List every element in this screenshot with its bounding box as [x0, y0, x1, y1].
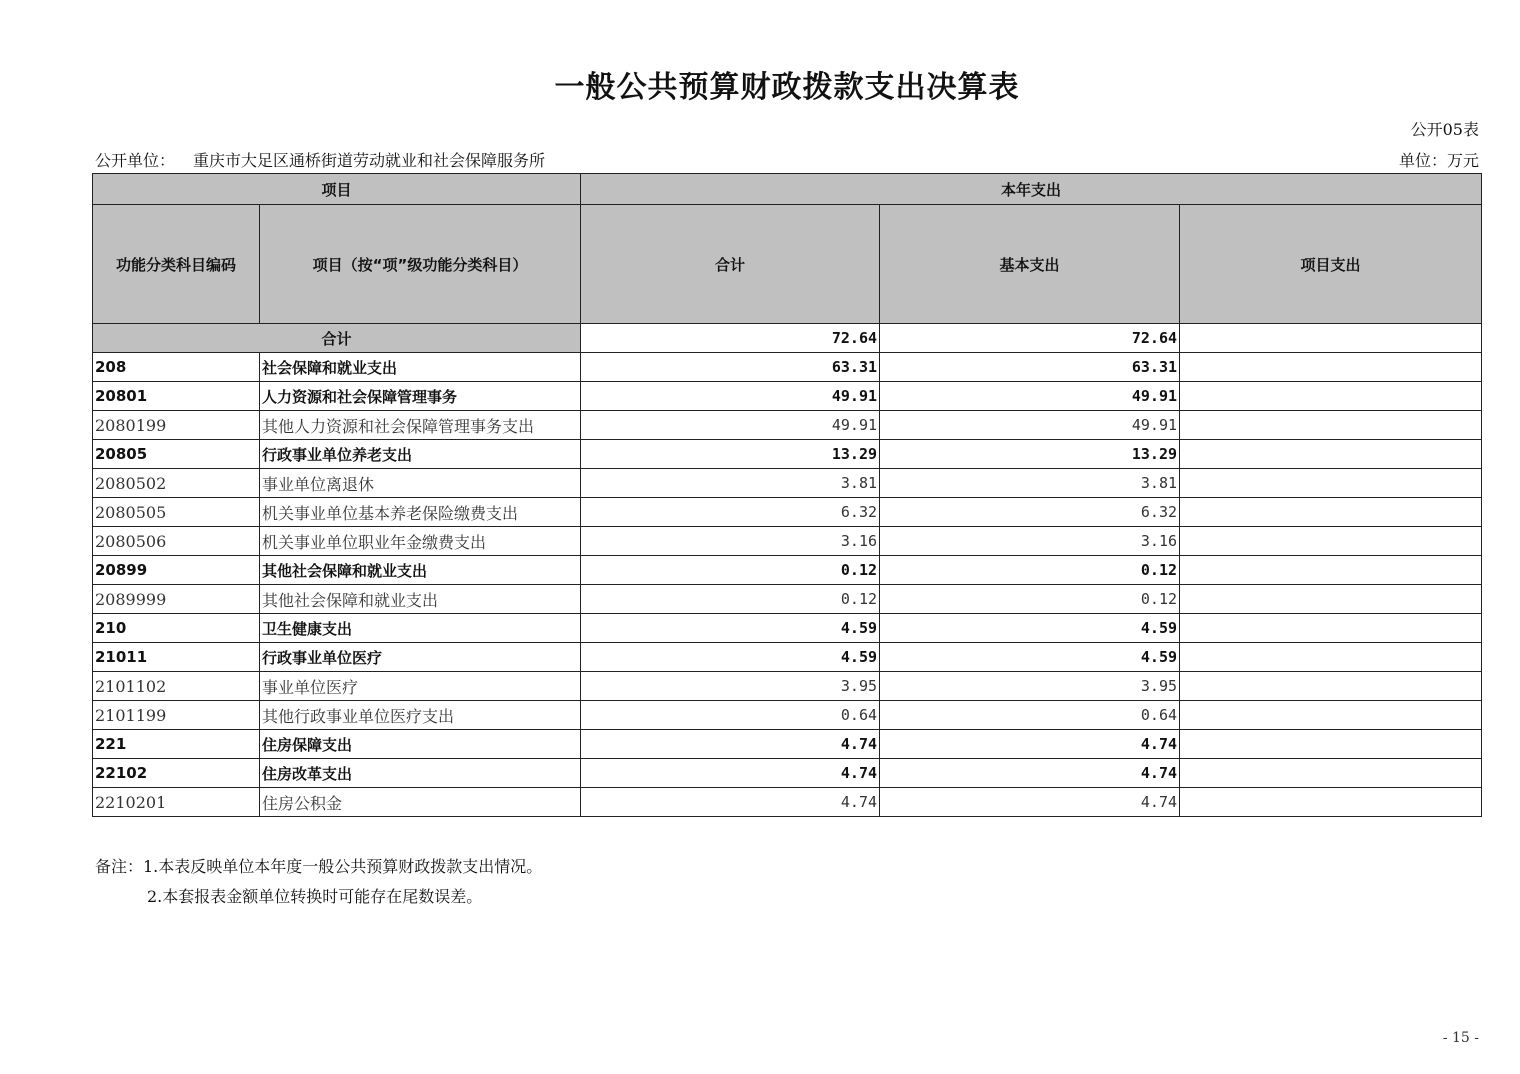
table-subheader-row	[93, 205, 1482, 324]
cell-total: 4.74	[581, 759, 880, 788]
cell-project	[1180, 556, 1482, 585]
cell-basic: 49.91	[880, 411, 1180, 440]
cell-basic: 4.74	[880, 730, 1180, 759]
expenditure-table	[92, 173, 1482, 817]
note-line-1: 备注：1.本表反映单位本年度一般公共预算财政拨款支出情况。	[95, 857, 543, 876]
cell-total: 4.74	[581, 788, 880, 817]
cell-name: 行政事业单位医疗	[260, 643, 581, 672]
cell-project	[1180, 382, 1482, 411]
cell-project	[1180, 643, 1482, 672]
table-row	[93, 759, 1482, 788]
column-header-code: 功能分类科目编码	[93, 205, 260, 324]
total-row	[93, 324, 1482, 353]
table-row	[93, 556, 1482, 585]
cell-code: 2080199	[93, 411, 260, 440]
table-code: 公开05表	[1410, 120, 1479, 139]
cell-code: 20899	[93, 556, 260, 585]
cell-name: 机关事业单位职业年金缴费支出	[260, 527, 581, 556]
table-row	[93, 643, 1482, 672]
cell-project	[1180, 411, 1482, 440]
cell-total: 0.12	[581, 585, 880, 614]
cell-name: 住房公积金	[260, 788, 581, 817]
cell-project	[1180, 498, 1482, 527]
cell-project	[1180, 353, 1482, 382]
cell-code: 208	[93, 353, 260, 382]
cell-name: 住房改革支出	[260, 759, 581, 788]
cell-basic: 3.16	[880, 527, 1180, 556]
cell-code: 210	[93, 614, 260, 643]
cell-code: 221	[93, 730, 260, 759]
total-project	[1180, 324, 1482, 353]
cell-total: 4.59	[581, 643, 880, 672]
cell-code: 2089999	[93, 585, 260, 614]
cell-code: 20801	[93, 382, 260, 411]
cell-basic: 0.12	[880, 585, 1180, 614]
cell-total: 4.74	[581, 730, 880, 759]
cell-project	[1180, 585, 1482, 614]
notes	[95, 852, 542, 912]
cell-name: 其他人力资源和社会保障管理事务支出	[260, 411, 581, 440]
cell-name: 行政事业单位养老支出	[260, 440, 581, 469]
header-current-year: 本年支出	[581, 174, 1482, 205]
cell-total: 49.91	[581, 382, 880, 411]
table-header-row	[93, 174, 1482, 205]
cell-code: 2080502	[93, 469, 260, 498]
cell-name: 人力资源和社会保障管理事务	[260, 382, 581, 411]
cell-total: 4.59	[581, 614, 880, 643]
column-header-total: 合计	[581, 205, 880, 324]
cell-code: 21011	[93, 643, 260, 672]
cell-total: 3.95	[581, 672, 880, 701]
total-label: 合计	[93, 324, 581, 353]
cell-basic: 49.91	[880, 382, 1180, 411]
cell-basic: 4.74	[880, 759, 1180, 788]
cell-name: 其他社会保障和就业支出	[260, 585, 581, 614]
cell-project	[1180, 469, 1482, 498]
reporting-unit-label: 公开单位：	[95, 151, 176, 170]
cell-code: 2210201	[93, 788, 260, 817]
cell-project	[1180, 701, 1482, 730]
cell-basic: 4.59	[880, 643, 1180, 672]
cell-total: 3.16	[581, 527, 880, 556]
cell-project	[1180, 440, 1482, 469]
cell-code: 22102	[93, 759, 260, 788]
cell-code: 2080506	[93, 527, 260, 556]
table-row	[93, 382, 1482, 411]
cell-basic: 63.31	[880, 353, 1180, 382]
cell-basic: 13.29	[880, 440, 1180, 469]
cell-total: 63.31	[581, 353, 880, 382]
column-header-project: 项目支出	[1180, 205, 1482, 324]
cell-name: 其他行政事业单位医疗支出	[260, 701, 581, 730]
table-row	[93, 701, 1482, 730]
cell-basic: 6.32	[880, 498, 1180, 527]
cell-code: 2080505	[93, 498, 260, 527]
table-row	[93, 527, 1482, 556]
table-row	[93, 730, 1482, 759]
cell-project	[1180, 614, 1482, 643]
table-row	[93, 469, 1482, 498]
cell-project	[1180, 788, 1482, 817]
cell-total: 6.32	[581, 498, 880, 527]
cell-total: 3.81	[581, 469, 880, 498]
page-title: 一般公共预算财政拨款支出决算表	[554, 70, 1020, 105]
table-row	[93, 672, 1482, 701]
table-row	[93, 411, 1482, 440]
page-number: - 15 -	[1442, 1030, 1479, 1046]
cell-basic: 4.74	[880, 788, 1180, 817]
cell-name: 机关事业单位基本养老保险缴费支出	[260, 498, 581, 527]
cell-basic: 4.59	[880, 614, 1180, 643]
cell-basic: 3.95	[880, 672, 1180, 701]
table-row	[93, 498, 1482, 527]
cell-basic: 0.12	[880, 556, 1180, 585]
cell-name: 其他社会保障和就业支出	[260, 556, 581, 585]
cell-code: 20805	[93, 440, 260, 469]
cell-project	[1180, 759, 1482, 788]
cell-total: 0.64	[581, 701, 880, 730]
cell-total: 13.29	[581, 440, 880, 469]
cell-code: 2101102	[93, 672, 260, 701]
cell-name: 社会保障和就业支出	[260, 353, 581, 382]
cell-project	[1180, 730, 1482, 759]
column-header-name: 项目（按“项”级功能分类科目）	[260, 205, 581, 324]
cell-basic: 3.81	[880, 469, 1180, 498]
cell-project	[1180, 672, 1482, 701]
currency-unit: 单位：万元	[1398, 151, 1479, 170]
cell-name: 事业单位医疗	[260, 672, 581, 701]
cell-project	[1180, 527, 1482, 556]
total-basic: 72.64	[880, 324, 1180, 353]
reporting-unit	[95, 148, 545, 171]
header-project: 项目	[93, 174, 581, 205]
table-row	[93, 353, 1482, 382]
cell-name: 卫生健康支出	[260, 614, 581, 643]
total-sum: 72.64	[581, 324, 880, 353]
cell-total: 0.12	[581, 556, 880, 585]
cell-total: 49.91	[581, 411, 880, 440]
cell-name: 住房保障支出	[260, 730, 581, 759]
reporting-unit-name: 重庆市大足区通桥街道劳动就业和社会保障服务所	[193, 151, 546, 170]
cell-code: 2101199	[93, 701, 260, 730]
table-row	[93, 585, 1482, 614]
column-header-basic: 基本支出	[880, 205, 1180, 324]
table-row	[93, 788, 1482, 817]
note-line-2: 2.本套报表金额单位转换时可能存在尾数误差。	[147, 887, 483, 906]
table-row	[93, 614, 1482, 643]
cell-name: 事业单位离退休	[260, 469, 581, 498]
table-row	[93, 440, 1482, 469]
table-body	[93, 324, 1482, 817]
cell-basic: 0.64	[880, 701, 1180, 730]
